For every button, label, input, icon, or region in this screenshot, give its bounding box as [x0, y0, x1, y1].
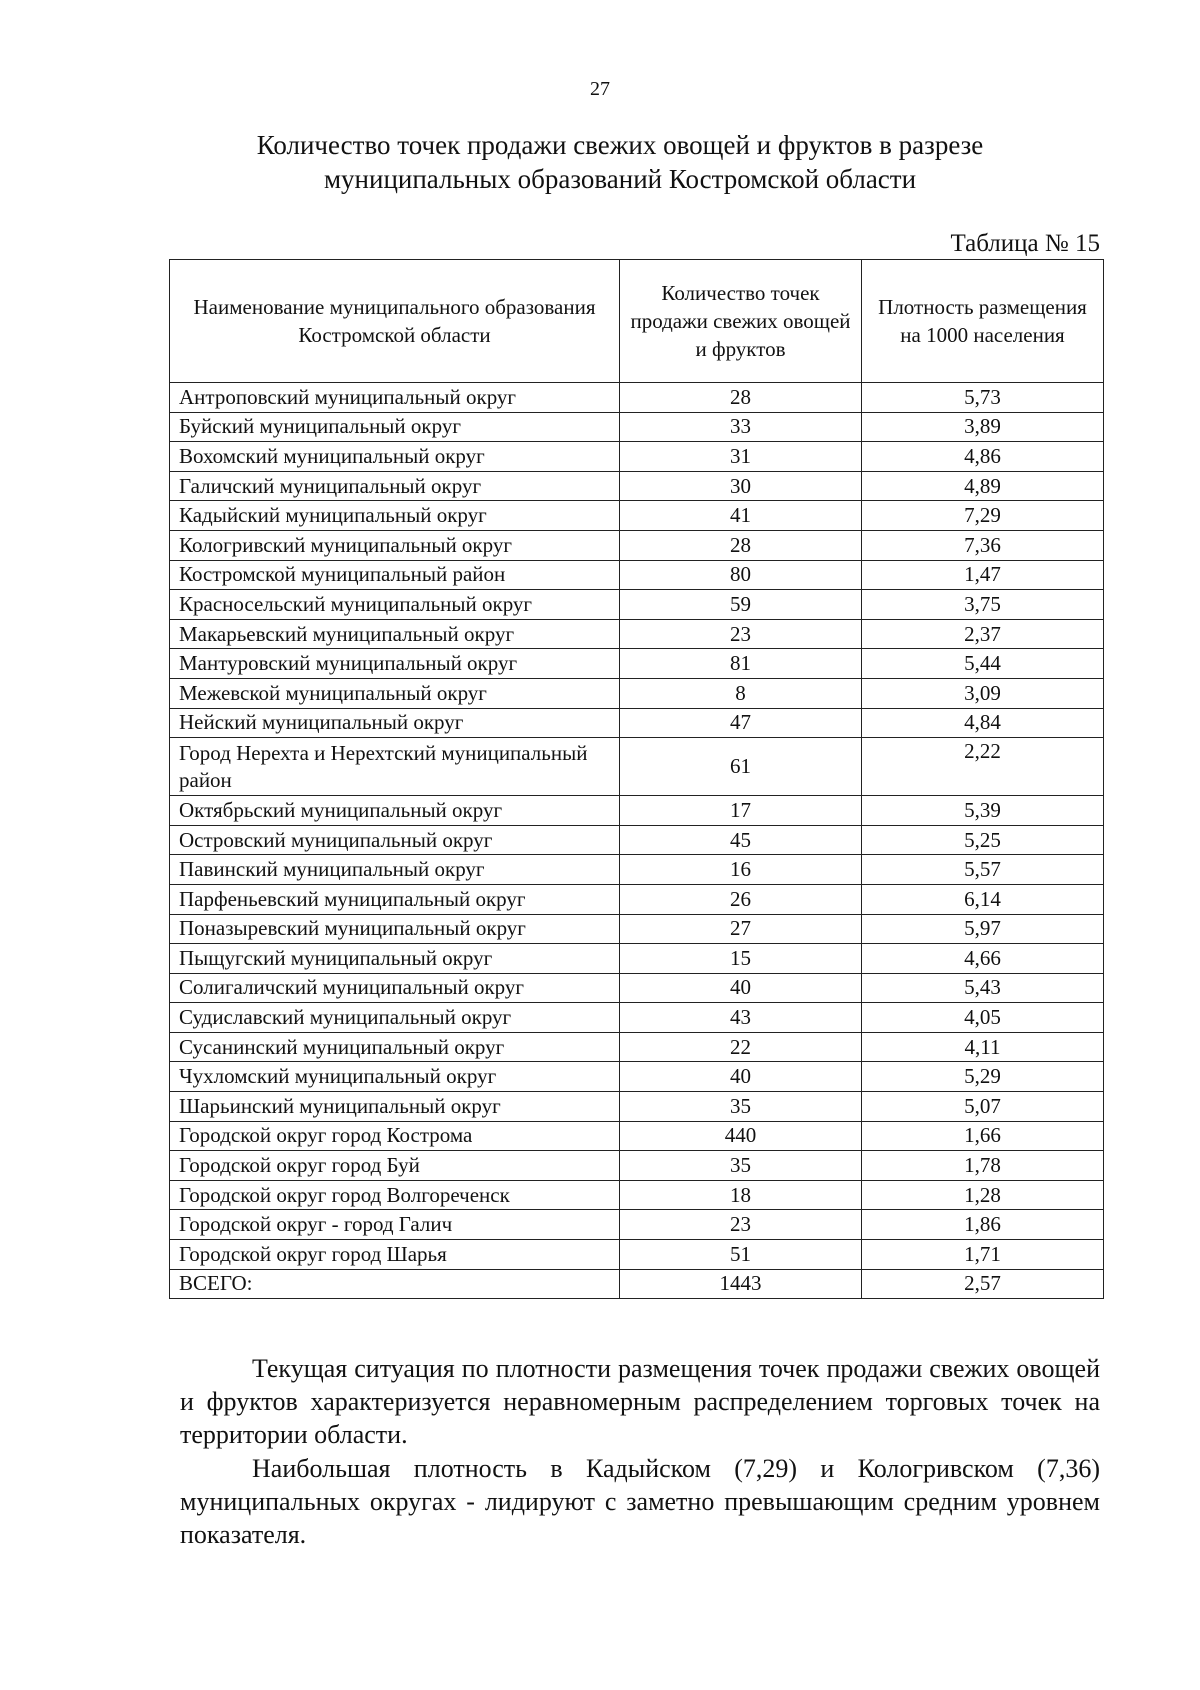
cell-count: 41	[620, 501, 862, 531]
table-row	[170, 708, 1104, 738]
cell-density: 7,36	[862, 530, 1104, 560]
cell-municipality-name: Городской округ - город Галич	[170, 1210, 620, 1240]
cell-count: 35	[620, 1151, 862, 1181]
table-row	[170, 678, 1104, 708]
cell-municipality-name: Городской округ город Волгореченск	[170, 1180, 620, 1210]
cell-municipality-name: Павинский муниципальный округ	[170, 855, 620, 885]
cell-count: 22	[620, 1032, 862, 1062]
cell-density: 4,05	[862, 1003, 1104, 1033]
cell-count: 33	[620, 412, 862, 442]
cell-municipality-name: Антроповский муниципальный округ	[170, 383, 620, 413]
table-row	[170, 1210, 1104, 1240]
cell-density: 3,89	[862, 412, 1104, 442]
cell-density: 1,66	[862, 1121, 1104, 1151]
cell-municipality-name: Макарьевский муниципальный округ	[170, 619, 620, 649]
table-row	[170, 914, 1104, 944]
table-row	[170, 1092, 1104, 1122]
cell-count: 51	[620, 1240, 862, 1270]
table-row	[170, 855, 1104, 885]
cell-density: 5,57	[862, 855, 1104, 885]
table-row	[170, 530, 1104, 560]
cell-density: 2,22	[862, 738, 1104, 796]
table-row	[170, 590, 1104, 620]
paragraph-1-text: Текущая ситуация по плотности размещения точек продажи свежих овощей и фруктов характеризуется неравномерным распределением торговых точек на территории области.	[180, 1354, 1100, 1449]
cell-density: 5,07	[862, 1092, 1104, 1122]
cell-count: 35	[620, 1092, 862, 1122]
cell-density: 5,25	[862, 825, 1104, 855]
cell-density: 1,71	[862, 1240, 1104, 1270]
cell-municipality-name: Чухломский муниципальный округ	[170, 1062, 620, 1092]
cell-count: 440	[620, 1121, 862, 1151]
cell-municipality-name: Островский муниципальный округ	[170, 825, 620, 855]
table-label: Таблица № 15	[950, 230, 1100, 257]
table-row	[170, 1151, 1104, 1181]
table-row	[170, 649, 1104, 679]
cell-count: 17	[620, 796, 862, 826]
table-body	[170, 383, 1104, 1299]
title-line-2: муниципальных образований Костромской области	[323, 164, 917, 194]
cell-density: 5,97	[862, 914, 1104, 944]
paragraph-2	[180, 1452, 1100, 1551]
paragraph-1	[180, 1352, 1100, 1451]
table-row	[170, 738, 1104, 796]
table-row	[170, 442, 1104, 472]
cell-municipality-name: Сусанинский муниципальный округ	[170, 1032, 620, 1062]
table-row	[170, 1062, 1104, 1092]
cell-municipality-name: Пыщугский муниципальный округ	[170, 944, 620, 974]
cell-density: 1,28	[862, 1180, 1104, 1210]
cell-municipality-name: Городской округ город Буй	[170, 1151, 620, 1181]
cell-density: 4,86	[862, 442, 1104, 472]
table-header-row	[170, 260, 1104, 383]
page-number: 27	[590, 78, 610, 100]
cell-municipality-name: Солигаличский муниципальный округ	[170, 973, 620, 1003]
cell-count: 8	[620, 678, 862, 708]
cell-density: 4,66	[862, 944, 1104, 974]
table-row	[170, 825, 1104, 855]
table-row	[170, 383, 1104, 413]
table-row	[170, 471, 1104, 501]
cell-municipality-name: Галичский муниципальный округ	[170, 471, 620, 501]
cell-density: 6,14	[862, 884, 1104, 914]
cell-density: 5,44	[862, 649, 1104, 679]
cell-count: 1443	[620, 1269, 862, 1299]
table-row	[170, 501, 1104, 531]
header-density: Плотность размещения на 1000 населения	[862, 260, 1104, 383]
table-row	[170, 973, 1104, 1003]
cell-density: 3,75	[862, 590, 1104, 620]
table-row	[170, 1121, 1104, 1151]
table-row	[170, 1269, 1104, 1299]
cell-density: 5,29	[862, 1062, 1104, 1092]
table-row	[170, 1180, 1104, 1210]
cell-count: 23	[620, 1210, 862, 1240]
cell-density: 2,37	[862, 619, 1104, 649]
cell-municipality-name: Мантуровский муниципальный округ	[170, 649, 620, 679]
cell-density: 1,78	[862, 1151, 1104, 1181]
points-of-sale-table	[169, 259, 1104, 1299]
cell-count: 30	[620, 471, 862, 501]
cell-municipality-name: Судиславский муниципальный округ	[170, 1003, 620, 1033]
cell-count: 45	[620, 825, 862, 855]
cell-count: 43	[620, 1003, 862, 1033]
cell-municipality-name: Межевской муниципальный округ	[170, 678, 620, 708]
cell-municipality-name: Шарьинский муниципальный округ	[170, 1092, 620, 1122]
cell-density: 5,43	[862, 973, 1104, 1003]
cell-density: 3,09	[862, 678, 1104, 708]
cell-count: 81	[620, 649, 862, 679]
cell-municipality-name: Кадыйский муниципальный округ	[170, 501, 620, 531]
cell-count: 31	[620, 442, 862, 472]
table-row	[170, 1032, 1104, 1062]
cell-count: 26	[620, 884, 862, 914]
document-title	[160, 128, 1080, 196]
table-row	[170, 884, 1104, 914]
cell-municipality-name: Костромской муниципальный район	[170, 560, 620, 590]
cell-count: 40	[620, 973, 862, 1003]
cell-count: 16	[620, 855, 862, 885]
cell-municipality-name: Вохомский муниципальный округ	[170, 442, 620, 472]
table-row	[170, 944, 1104, 974]
cell-count: 15	[620, 944, 862, 974]
cell-density: 1,86	[862, 1210, 1104, 1240]
cell-municipality-name: Городской округ город Кострома	[170, 1121, 620, 1151]
cell-municipality-name: Парфеньевский муниципальный округ	[170, 884, 620, 914]
cell-count: 28	[620, 383, 862, 413]
table-row	[170, 412, 1104, 442]
cell-count: 23	[620, 619, 862, 649]
table-row	[170, 1003, 1104, 1033]
table-row	[170, 560, 1104, 590]
cell-municipality-name: ВСЕГО:	[170, 1269, 620, 1299]
table-row	[170, 1240, 1104, 1270]
cell-density: 7,29	[862, 501, 1104, 531]
cell-municipality-name: Город Нерехта и Нерехтский муниципальный район	[170, 738, 620, 796]
cell-count: 80	[620, 560, 862, 590]
cell-density: 4,11	[862, 1032, 1104, 1062]
cell-count: 28	[620, 530, 862, 560]
cell-density: 1,47	[862, 560, 1104, 590]
cell-municipality-name: Городской округ город Шарья	[170, 1240, 620, 1270]
cell-municipality-name: Поназыревский муниципальный округ	[170, 914, 620, 944]
cell-count: 18	[620, 1180, 862, 1210]
cell-count: 61	[620, 738, 862, 796]
cell-density: 4,84	[862, 708, 1104, 738]
cell-municipality-name: Буйский муниципальный округ	[170, 412, 620, 442]
header-municipality: Наименование муниципального образования Костромской области	[170, 260, 620, 383]
cell-density: 2,57	[862, 1269, 1104, 1299]
paragraph-2-text: Наибольшая плотность в Кадыйском (7,29) и Кологривском (7,36) муниципальных округах - лидируют с заметно превышающим средним уровнем показателя.	[180, 1454, 1100, 1549]
table-row	[170, 796, 1104, 826]
cell-density: 4,89	[862, 471, 1104, 501]
table-row	[170, 619, 1104, 649]
header-count: Количество точек продажи свежих овощей и фруктов	[620, 260, 862, 383]
title-line-1: Количество точек продажи свежих овощей и фруктов в разрезе	[256, 130, 984, 160]
cell-municipality-name: Красносельский муниципальный округ	[170, 590, 620, 620]
cell-density: 5,73	[862, 383, 1104, 413]
cell-count: 59	[620, 590, 862, 620]
cell-municipality-name: Октябрьский муниципальный округ	[170, 796, 620, 826]
cell-municipality-name: Нейский муниципальный округ	[170, 708, 620, 738]
cell-count: 47	[620, 708, 862, 738]
cell-density: 5,39	[862, 796, 1104, 826]
cell-municipality-name: Кологривский муниципальный округ	[170, 530, 620, 560]
cell-count: 27	[620, 914, 862, 944]
cell-count: 40	[620, 1062, 862, 1092]
